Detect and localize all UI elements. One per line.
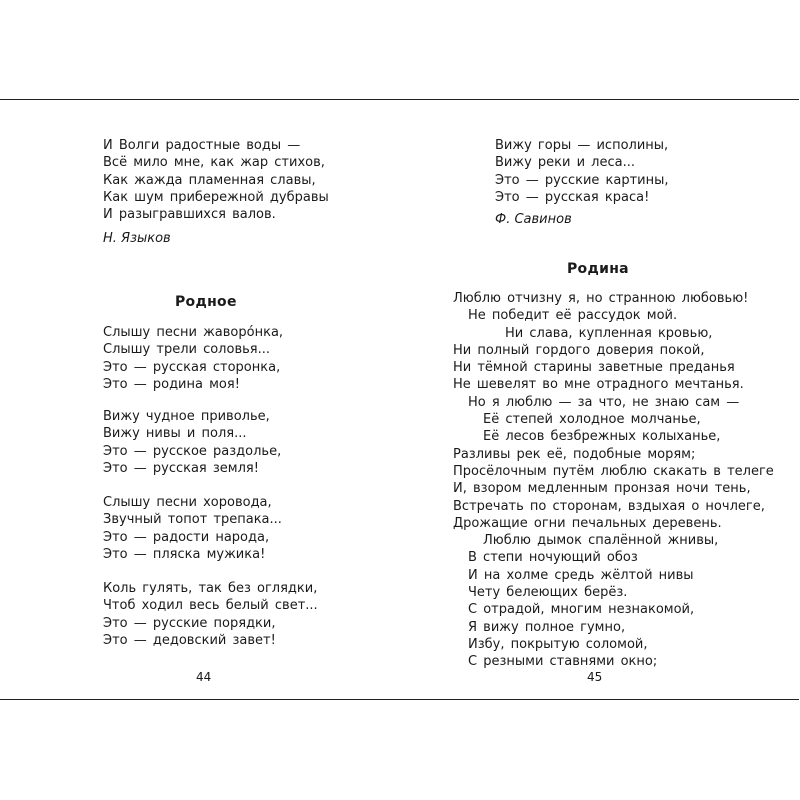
poem-line: В степи ночующий обоз [468, 550, 638, 566]
poem-line: Её лесов безбрежных колыханье, [483, 429, 721, 445]
poem-line: Это — родина моя! [103, 376, 240, 392]
poem-line: Как жажда пламенная славы, [103, 172, 316, 188]
poem-line: Вижу горы — исполины, [495, 138, 669, 153]
poem-line: Это — русская сторонка, [103, 359, 281, 375]
poem-line: Слышу песни хоровода, [103, 495, 272, 510]
right-top-stanza [495, 137, 669, 206]
poem-line: Ни полный гордого доверия покой, [453, 342, 705, 358]
poem-line: И, взором медленным пронзая ночи тень, [453, 481, 751, 497]
poem-line: Не шевелят во мне отрадного мечтанья. [453, 377, 744, 393]
poem-line: Слышу песни жаворо́нка, [103, 325, 284, 340]
stanza [103, 580, 318, 649]
page-number: 44 [196, 670, 212, 684]
poem-line: Чету белеющих берёз. [468, 585, 628, 601]
right-page [400, 100, 799, 699]
poem-line: Это — русская земля! [103, 460, 259, 476]
poem-line: Люблю отчизну я, но странною любовью! [453, 291, 749, 306]
poem-line: Вижу чудное приволье, [103, 409, 270, 424]
poem-line: Это — пляска мужика! [103, 546, 266, 562]
poem-line: Чтоб ходил весь белый свет... [103, 598, 318, 614]
book-spread [0, 99, 799, 700]
poem-line: Вижу нивы и поля... [103, 426, 247, 442]
stanza [453, 290, 774, 671]
poem-line: Это — русское раздолье, [103, 443, 282, 459]
stanza [103, 324, 283, 393]
poem-line: Звучный топот трепака... [103, 512, 282, 528]
poem-line: С резными ставнями окно; [468, 654, 658, 670]
poem-line: Просёлочным путём люблю скакать в телеге [453, 463, 774, 479]
poem-line: Разливы рек её, подобные морям; [453, 446, 696, 462]
poem-line: Дрожащие огни печальных деревень. [453, 515, 722, 531]
stanza [103, 408, 281, 477]
page-number: 45 [587, 670, 603, 684]
poem-line: Это — радости народа, [103, 529, 270, 545]
stanza [103, 494, 282, 563]
poem-line: Вижу реки и леса... [495, 155, 635, 171]
poem-line: С отрадой, многим незнакомой, [468, 602, 695, 618]
left-page [0, 100, 400, 699]
poem-line: Я вижу полное гумно, [468, 619, 626, 635]
poem-line: Это — русские картины, [495, 172, 669, 188]
poem-line: Не победит её рассудок мой. [468, 308, 678, 324]
poem-line: Ни тёмной старины заветные преданья [453, 360, 735, 376]
poem-line: Всё мило мне, как жар стихов, [103, 155, 325, 171]
left-top-stanza [103, 137, 329, 223]
poem-line: Ни слава, купленная кровью, [505, 325, 713, 341]
poem-line: Как шум прибережной дубравы [103, 189, 329, 205]
poem-line: Избу, покрытую соломой, [468, 636, 648, 652]
poem-line: Это — русские порядки, [103, 615, 276, 631]
poem-title: Родное [175, 294, 237, 310]
poem-line: И Волги радостные воды — [103, 138, 301, 153]
poem-line: И на холме средь жёлтой нивы [468, 567, 694, 583]
poem-line: Слышу трели соловья... [103, 342, 270, 358]
poem-title: Родина [567, 261, 629, 277]
author-signature: Н. Языков [103, 231, 171, 246]
author-signature: Ф. Савинов [495, 212, 572, 227]
poem-line: Люблю дымок спалённой жнивы, [483, 533, 719, 549]
poem-line: Её степей холодное молчанье, [483, 412, 701, 428]
poem-line: Это — русская краса! [495, 189, 650, 205]
poem-line: Коль гулять, так без оглядки, [103, 581, 318, 596]
poem-line: Встречать по сторонам, вздыхая о ночлеге, [453, 498, 765, 514]
poem-line: Но я люблю — за что, не знаю сам — [468, 394, 740, 410]
poem-line: И разыгравшихся валов. [103, 207, 276, 223]
poem-line: Это — дедовский завет! [103, 632, 276, 648]
